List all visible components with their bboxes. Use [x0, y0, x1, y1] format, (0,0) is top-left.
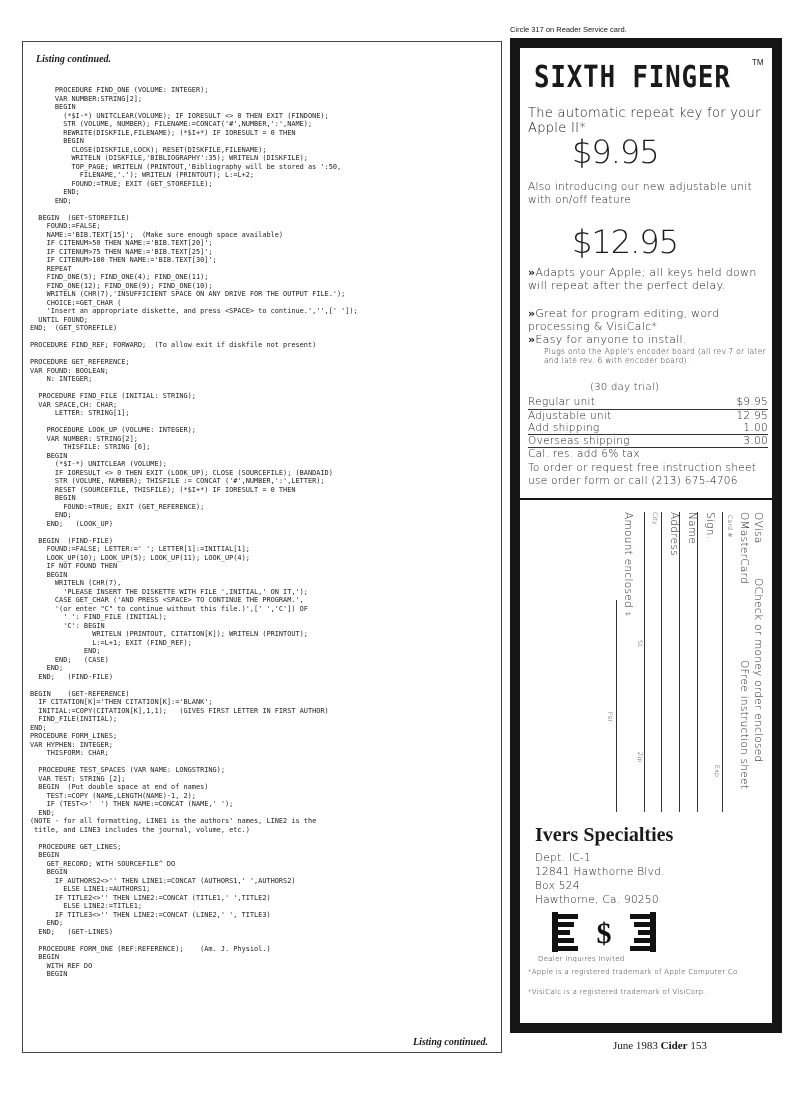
- sign-label: Sign.: [704, 512, 716, 540]
- chevron-icon: »: [528, 266, 536, 279]
- price-row: Adjustable unit 12.95: [528, 410, 768, 422]
- install-note: Plugs onto the Apple's encoder board (all rev.7 or later and late rev. 6 with encoder board).: [544, 347, 766, 365]
- feature-item: »Great for program editing, word processing & VisiCalc*: [528, 307, 720, 333]
- chevron-icon: »: [528, 307, 536, 320]
- instruction-sheet-option[interactable]: OFree instruction sheet: [738, 660, 750, 790]
- price-adjustable: $12.95: [572, 223, 678, 261]
- magazine-name: Cider: [660, 1040, 688, 1052]
- feature-item: »Adapts your Apple; all keys held down will repeat after the perfect delay.: [528, 266, 757, 292]
- address-line: 12841 Hawthorne Blvd.: [535, 866, 665, 878]
- address-line: Dept. IC-1: [535, 852, 591, 864]
- mastercard-option[interactable]: OMasterCard: [738, 512, 750, 584]
- circle-icon: O: [738, 660, 750, 669]
- trademark-note: *Apple is a registered trademark of Apple Computer Co.: [528, 968, 741, 976]
- form-divider: [520, 498, 772, 500]
- city-label: City: [651, 512, 658, 525]
- circle-icon: O: [752, 512, 764, 521]
- price-regular: $9.95: [572, 133, 659, 171]
- ivers-emblem-icon: [548, 910, 660, 954]
- price-row: Regular unit $9.95: [528, 396, 768, 408]
- dealer-note: Dealer Inquires Invited: [538, 955, 625, 963]
- zip-label: Zip: [636, 752, 643, 763]
- order-instructions: To order or request free instruction sheet use order form or call (213) 675-4706: [528, 462, 757, 487]
- address-line: Box 524: [535, 880, 580, 892]
- check-option[interactable]: OCheck or money order enclosed: [752, 578, 764, 763]
- card-number-field[interactable]: [722, 512, 723, 812]
- sixth-finger-logo: SIXTH FINGER: [534, 60, 731, 95]
- page-footer: [613, 1040, 707, 1052]
- dollar-sign: $: [624, 612, 631, 617]
- feature-item: »Easy for anyone to install.: [528, 333, 687, 346]
- pascal-code-listing: PROCEDURE FIND_ONE (VOLUME: INTEGER); VAR NUMBER:STRING[2]; BEGIN (*$I-*) UNITCLEAR(VOLUME); IF IORESULT <> 0 THEN EXIT (FINDONE); STR (VOLUME, NUMBER); FILENAME:=CONCAT('#',NUMBER,':',NAME); REWRITE(DISKFILE,FILENAME); (*$I+*) IF IORESULT = 0 THEN BEGIN CLOSE(DISKFILE,LOCK); RESET(DISKFILE,FILENAME); WRITELN (DISKFILE,'BIBLIOGRAPHY':35); WRITELN (DISKFILE); TOP_PAGE; WRITELN (PRINTOUT,'Bibliography will be stored as ':50, FILENAME,'.'); WRITELN (PRINTOUT); L:=L+2; FOUND:=TRUE; EXIT (GET_STOREFILE); END; END; BEGIN (GET-STOREFILE) FOUND:=FALSE; NAME:='BIB.TEXT[15]'; (Make sure enough space available) IF CITENUM>50 THEN NAME:='BIB.TEXT[20]'; IF CITENUM>75 THEN NAME:='BIB.TEXT[25]'; IF CITENUM>100 THEN NAME:='BIB.TEXT[30]'; REPEAT FIND_ONE(5); FIND_ONE(4); FIND_ONE(11); FIND_ONE(12); FIND_ONE(9); FIND_ONE(10); WRITELN (CHR(7),'INSUFFICIENT SPACE ON ANY DRIVE FOR THE OUTPUT FILE.'); CHOICE:=GET_CHAR ( 'Insert an appropriate diskette, and press <SPACE> to continue.','',[' ']); UNTIL FOUND; END; (GET_STOREFILE) PROCEDURE FIND_REF; FORWARD; (To allow exit if diskfile not present) PROCEDURE GET_REFERENCE; VAR FOUND: BOOLEAN; N: INTEGER; PROCEDURE FIND_FILE (INITIAL: STRING); VAR SPACE,CH: CHAR; LETTER: STRING[1]; PROCEDURE LOOK_UP (VOLUME: INTEGER); VAR NUMBER: STRING[2]; THISFILE: STRING [6]; BEGIN (*$I-*) UNITCLEAR (VOLUME); IF IORESULT <> 0 THEN EXIT (LOOK_UP); CLOSE (SOURCEFILE); (BANDAID) STR (VOLUME, NUMBER); THISFILE := CONCAT ('#',NUMBER,':',LETTER); RESET (SOURCEFILE, THISFILE); (*$I+*) IF IORESULT = 0 THEN BEGIN FOUND:=TRUE; EXIT (GET_REFERENCE); END; END; (LOOK_UP) BEGIN (FIND-FILE) FOUND:=FALSE; LETTER:=' '; LETTER[1]:=INITIAL[1]; LOOK_UP(10); LOOK_UP(5); LOOK_UP(11); LOOK_UP(4); IF NOT FOUND THEN BEGIN WRITELN (CHR(7), 'PLEASE INSERT THE DISKETTE WITH FILE ',INITIAL,' ON IT,'); CASE GET_CHAR ('AND PRESS <SPACE> TO CONTINUE THE PROGRAM.', '(or enter "C" to continue without this file.)',[' ','C']) OF ' ': FIND_FILE (INITIAL); 'C': BEGIN WRITELN (PRINTOUT, CITATION[K]); WRITELN (PRINTOUT); L:=L+1; EXIT (FIND_REF); END; END; (CASE) END; END; (FIND-FILE) BEGIN (GET-REFERENCE) IF CITATION[K]='THEN CITATION[K]:='BLANK'; INITIAL:=COPY(CITATION[K],1,1); (GIVES FIRST LETTER IN FIRST AUTHOR) FIND_FILE(INITIAL); END; PROCEDURE FORM_LINES; VAR HYPHEN: INTEGER; THISFORM: CHAR; PROCEDURE TEST_SPACES (VAR NAME: LONGSTRING); VAR TEST: STRING [2]; BEGIN (Put double space at end of names) TEST:=COPY (NAME,LENGTH(NAME)-1, 2); IF (TEST<>' ') THEN NAME:=CONCAT (NAME,' '); END; (NOTE - for all formatting, LINE1 is the authors' names, LINE2 is the title, and LINE3 includes the journal, volume, etc.) PROCEDURE GET_LINES; BEGIN GET_RECORD; WITH SOURCEFILE^ DO BEGIN IF AUTHORS2<>'' THEN LINE1:=CONCAT (AUTHORS1,' ',AUTHORS2) ELSE LINE1:=AUTHORS1; IF TITLE2<>'' THEN LINE2:=CONCAT (TITLE1,' ',TITLE2) ELSE LINE2:=TITLE1; IF TITLE3<>'' THEN LINE2:=CONCAT (LINE2,' ', TITLE3) END; END; (GET-LINES) PROCEDURE FORM_ONE (REF:REFERENCE); (Am. J. Physiol.) BEGIN WITH REF DO BEGIN: [30, 86, 358, 978]
- company-name: Ivers Specialties: [535, 824, 674, 846]
- name-label: Name: [686, 512, 698, 545]
- trial-note: (30 day trial): [590, 382, 660, 393]
- address-label: Address: [668, 512, 680, 556]
- city-field[interactable]: [644, 512, 645, 812]
- amount-label: Amount enclosed: [622, 512, 634, 608]
- ad-tagline: The automatic repeat key for your Apple II*: [528, 106, 761, 136]
- name-field[interactable]: [679, 512, 680, 812]
- trademark-mark: TM: [752, 58, 764, 67]
- for-label: For: [606, 712, 613, 723]
- emblem-dollar: $: [596, 917, 612, 950]
- sign-field[interactable]: [697, 512, 698, 812]
- adjustable-intro: Also introducing our new adjustable unit with on/off feature: [528, 181, 753, 206]
- circle-icon: O: [738, 512, 750, 521]
- chevron-icon: »: [528, 333, 536, 346]
- amount-field[interactable]: [616, 600, 617, 812]
- card-number-label: Card #: [726, 515, 733, 538]
- circle-icon: O: [752, 578, 764, 587]
- tax-note: Cal. res. add 6% tax: [528, 448, 640, 460]
- issue-date: June 1983: [613, 1040, 658, 1052]
- reader-service-note: Circle 317 on Reader Service card.: [510, 25, 627, 34]
- listing-continued-footer: Listing continued.: [413, 1037, 489, 1048]
- price-row: Overseas shipping 3.00: [528, 435, 768, 447]
- address-field[interactable]: [661, 512, 662, 812]
- address-line: Hawthorne, Ca. 90250: [535, 894, 659, 906]
- price-row: Add shipping 1.00: [528, 422, 768, 434]
- visa-option[interactable]: OVisa: [752, 512, 764, 544]
- state-label: St.: [636, 640, 643, 649]
- listing-continued-header: Listing continued.: [36, 54, 112, 65]
- exp-label: Exp.: [713, 765, 720, 780]
- trademark-note: *VisiCalc is a registered trademark of VisiCorp.: [528, 988, 706, 996]
- page-number: 153: [690, 1040, 707, 1052]
